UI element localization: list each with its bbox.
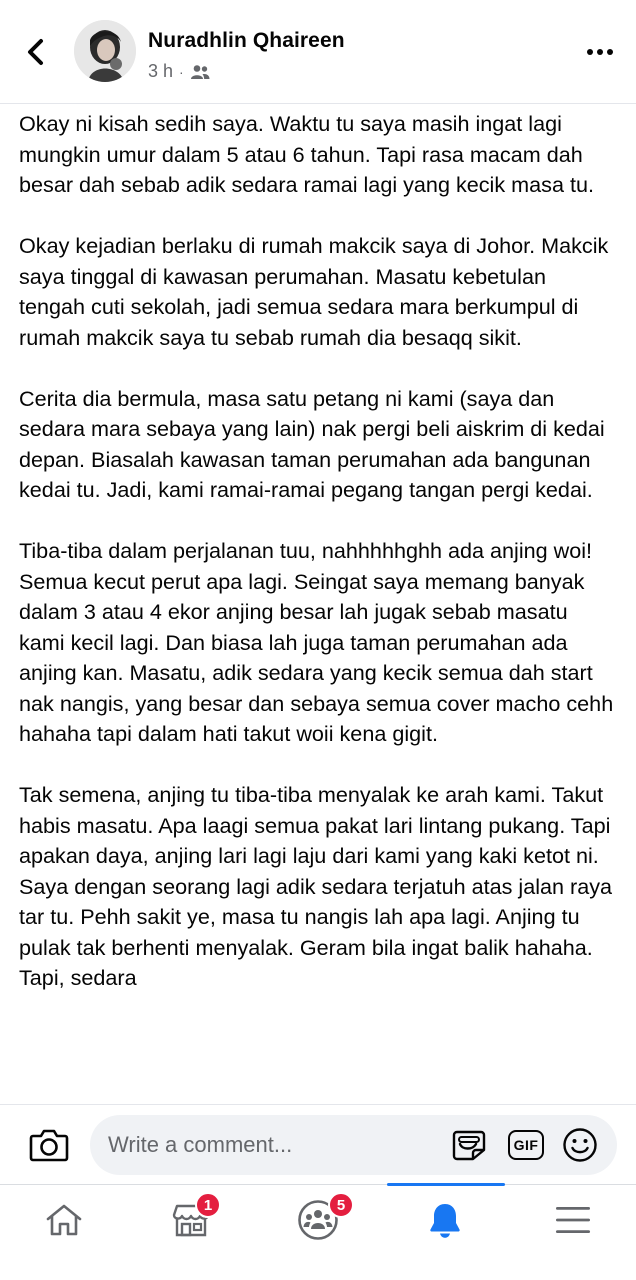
home-icon [44, 1202, 84, 1238]
avatar[interactable] [74, 20, 136, 82]
post-paragraph: Okay kejadian berlaku di rumah makcik saya di Johor. Makcik saya tinggal di kawasan perumahan. Masatu kebetulan tengah cuti sekolah, jadi semua sedara mara berkumpul di rumah makcik saya tu sebab rumah dia besaqq sikit. [19, 233, 609, 350]
post-paragraph: Tak semena, anjing tu tiba-tiba menyalak ke arah kami. Takut habis masatu. Apa laagi semua pakat lari lintang pukang. Tapi apakan daya, anjing lari lagi laju dari kami yang kaki ketot ni. Saya dengan seorang lagi adik sedara terjatuh atas jalan raya tar tu. Pehh sakit ye, masa tu nangis lah apa lagi. Anjing tu pulak tak berhenti menyalak. Geram bila ingat balik hahaha. Tapi, sedara [19, 782, 613, 990]
menu-icon [555, 1205, 591, 1235]
friends-icon [190, 64, 210, 80]
post-timestamp[interactable]: 3 h [148, 61, 174, 81]
sticker-button[interactable] [450, 1127, 488, 1163]
gif-icon [508, 1130, 544, 1160]
gif-label: GIF [513, 1137, 539, 1153]
post-text [0, 104, 636, 994]
post-paragraph: Cerita dia bermula, masa satu petang ni kami (saya dan sedara mara sebaya yang lain) nak pergi beli aiskrim di kedai depan. Biasalah kawasan taman perumahan ada bangunan kedai tu. Jadi, kami ramai-ramai pegang tangan pergi kedai. [19, 385, 605, 502]
tab-notifications[interactable] [381, 1185, 508, 1255]
post-paragraph: Okay ni kisah sedih saya. Waktu tu saya masih ingat lagi mungkin umur dalam 5 atau 6 tahun. Tapi rasa macam dah besar dah sebab adik sedara ramai lagi yang kecik masa tu. [19, 111, 594, 197]
author-name[interactable]: Nuradhlin Qhaireen [148, 29, 345, 52]
gif-button[interactable] [506, 1127, 546, 1163]
post-paragraph: Tiba-tiba dalam perjalanan tuu, nahhhhhghh ada anjing woi! Semua kecut perut apa lagi. Seingat saya memang banyak dalam 3 atau 4 ekor anjing besar lah jugak sebab masatu kami kecil lagi. Dan biasa lah juga taman perumahan ada anjing kan. Masatu, adik sedara yang kecik semua dah start nak nangis, yang besar dan sebaya semua cover macho cehh hahaha tapi dalam hati takut woii kena gigit. [19, 538, 614, 746]
post-body [0, 104, 636, 1104]
chevron-left-icon [25, 37, 47, 67]
camera-button[interactable] [28, 1125, 70, 1165]
tab-home[interactable] [0, 1185, 127, 1255]
emoji-button[interactable] [561, 1126, 599, 1164]
tab-marketplace[interactable] [127, 1185, 254, 1255]
comment-bar [0, 1104, 636, 1184]
more-horizontal-icon [586, 48, 614, 56]
groups-badge: 5 [328, 1192, 354, 1218]
post-meta [148, 61, 210, 82]
tab-groups[interactable] [254, 1185, 381, 1255]
more-options-button[interactable] [582, 38, 618, 66]
avatar-image [74, 20, 136, 82]
comment-placeholder: Write a comment... [108, 1132, 293, 1157]
dot-separator: · [179, 63, 184, 80]
sticker-icon [451, 1128, 487, 1162]
bell-icon [428, 1201, 462, 1239]
back-button[interactable] [18, 30, 54, 74]
comment-input[interactable] [90, 1115, 617, 1175]
tab-menu[interactable] [509, 1185, 636, 1255]
camera-icon [29, 1128, 69, 1162]
post-header [0, 0, 636, 104]
marketplace-badge: 1 [195, 1192, 221, 1218]
emoji-icon [562, 1127, 598, 1163]
bottom-tab-bar [0, 1184, 636, 1280]
